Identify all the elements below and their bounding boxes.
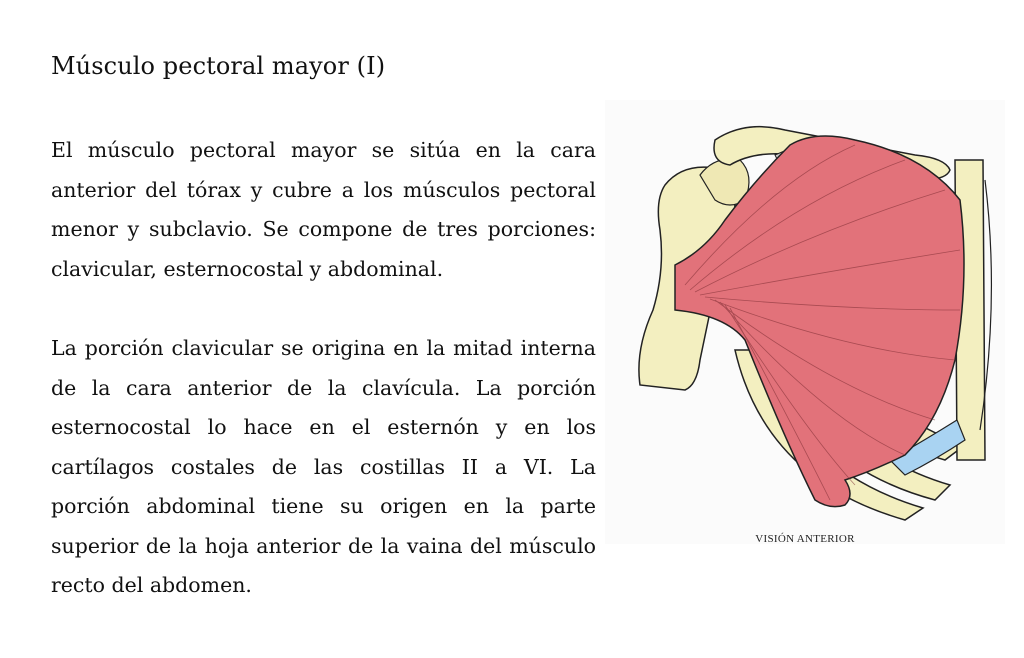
pectoralis-major-illustration (605, 100, 1005, 530)
body-text (51, 131, 596, 606)
paragraph-1: El músculo pectoral mayor se sitúa en la cara anterior del tórax y cubre a los músculos pectoral menor y subclavio. Se compone de tres porciones: clavicular, esternocostal y abdominal. (51, 138, 596, 281)
figure-caption: VISIÓN ANTERIOR (755, 533, 855, 545)
page-title: Músculo pectoral mayor (I) (51, 52, 386, 80)
anatomy-figure (605, 100, 1005, 544)
paragraph-2: La porción clavicular se origina en la mitad interna de la cara anterior de la clavícula. La porción esternocostal lo hace en el esternón y en los cartílagos costales de las costillas II a VI. La porción abdominal tiene su origen en la parte superior de la hoja anterior de la vaina del músculo recto del abdomen. (51, 336, 596, 597)
